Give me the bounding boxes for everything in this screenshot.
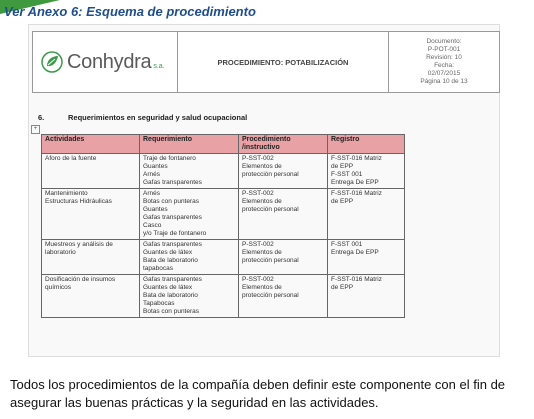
cell-line: F-SST-016 Matriz	[331, 155, 382, 162]
cell-line: Estructuras Hidráulicas	[45, 198, 112, 205]
cell-line: Gafas transparentes	[143, 276, 202, 283]
cell-line: Gafas transparentes	[143, 241, 202, 248]
procedure-title: PROCEDIMIENTO: POTABILIZACIÓN	[178, 32, 389, 92]
cell-line: laboratorio	[45, 249, 76, 256]
meta-line: Revisión: 10	[426, 54, 462, 61]
meta-line: 02/07/2015	[427, 70, 461, 77]
logo-suffix: s.a.	[153, 62, 165, 70]
activity-cell	[42, 154, 140, 189]
cell-line: F-SST-016 Matriz	[331, 190, 382, 197]
cell-line: Elementos de	[242, 249, 282, 256]
cell-line: y/o Traje de fontanero	[143, 230, 207, 237]
cell-line: Guantes	[143, 206, 168, 213]
procedure-cell	[239, 240, 328, 275]
header-registro: Registro	[328, 135, 405, 154]
footer-paragraph: Todos los procedimientos de la compañía deben definir este componente con el fin de asegurar las buenas prácticas y la seguridad en las actividades.	[10, 377, 506, 410]
cell-line: Bata de laboratorio	[143, 257, 198, 264]
leaf-logo-icon	[41, 51, 63, 73]
cell-line: Elementos de	[242, 198, 282, 205]
cell-line: Botas con punteras	[143, 198, 200, 205]
record-cell	[328, 154, 405, 189]
activity-cell	[42, 275, 140, 318]
cell-line: Mantenimiento	[45, 190, 88, 197]
cell-line: de EPP	[331, 163, 354, 170]
cell-line: Entrega De EPP	[331, 179, 379, 186]
table-row	[42, 154, 405, 189]
cell-line: P-SST-002	[242, 276, 274, 283]
cell-line: Traje de fontanero	[143, 155, 196, 162]
header-actividades: Actividades	[42, 135, 140, 154]
record-cell	[328, 189, 405, 240]
table-move-icon: +	[31, 125, 40, 134]
meta-line: Página 10 de 13	[420, 78, 468, 85]
cell-line: F-SST 001	[331, 171, 363, 178]
section-heading	[38, 113, 247, 122]
header-requerimiento: Requerimiento	[140, 135, 239, 154]
cell-line: Guantes	[143, 163, 168, 170]
cell-line: protección personal	[242, 292, 299, 299]
cell-line: Gafas transparentes	[143, 214, 202, 221]
procedure-cell	[239, 154, 328, 189]
cell-line: Elementos de	[242, 163, 282, 170]
cell-line: P-SST-002	[242, 155, 274, 162]
header-procedimiento: Procedimiento /instructivo	[239, 135, 328, 154]
cell-line: protección personal	[242, 257, 299, 264]
cell-line: Tapabocas	[143, 300, 175, 307]
cell-line: Arnés	[143, 190, 160, 197]
cell-line: de EPP	[331, 284, 354, 291]
cell-line: tapabocas	[143, 265, 173, 272]
table-row	[42, 275, 405, 318]
cell-line: protección personal	[242, 206, 299, 213]
record-cell	[328, 240, 405, 275]
table-row	[42, 240, 405, 275]
cell-line: P-SST-002	[242, 190, 274, 197]
meta-line: Fecha:	[434, 62, 454, 69]
procedure-cell	[239, 275, 328, 318]
requirement-cell	[140, 275, 239, 318]
cell-line: Aforo de la fuente	[45, 155, 97, 162]
document-header	[32, 31, 500, 93]
cell-line: Arnés	[143, 171, 160, 178]
cell-line: Entrega De EPP	[331, 249, 379, 256]
cell-line: Elementos de	[242, 284, 282, 291]
cell-line: Casco	[143, 222, 162, 229]
cell-line: Gafas transparentes	[143, 179, 202, 186]
procedure-cell	[239, 189, 328, 240]
cell-line: Guantes de látex	[143, 249, 193, 256]
meta-line: Documento:	[426, 38, 462, 45]
company-logo	[33, 32, 178, 92]
requirement-cell	[140, 240, 239, 275]
cell-line: Botas con punteras	[143, 308, 200, 315]
requirement-cell	[140, 154, 239, 189]
cell-line: F-SST 001	[331, 241, 363, 248]
requirement-cell	[140, 189, 239, 240]
document-metadata	[389, 32, 499, 92]
annex-title: Ver Anexo 6: Esquema de procedimiento	[4, 4, 256, 19]
cell-line: Guantes de látex	[143, 284, 193, 291]
cell-line: Muestreos y análisis de	[45, 241, 113, 248]
meta-line: P-POT-001	[427, 46, 461, 53]
logo-name: Conhydra	[67, 50, 152, 73]
table-header-row	[42, 135, 405, 154]
cell-line: de EPP	[331, 198, 354, 205]
activity-cell	[42, 240, 140, 275]
cell-line: Bata de laboratorio	[143, 292, 198, 299]
cell-line: Dosificación de insumos	[45, 276, 116, 283]
section-title: Requerimientos en seguridad y salud ocupacional	[68, 113, 248, 122]
cell-line: protección personal	[242, 171, 299, 178]
activity-cell	[42, 189, 140, 240]
section-number: 6.	[38, 113, 45, 122]
requirements-table	[41, 134, 405, 318]
record-cell	[328, 275, 405, 318]
cell-line: químicos	[45, 284, 72, 291]
cell-line: F-SST-016 Matriz	[331, 276, 382, 283]
table-row	[42, 189, 405, 240]
cell-line: P-SST-002	[242, 241, 274, 248]
